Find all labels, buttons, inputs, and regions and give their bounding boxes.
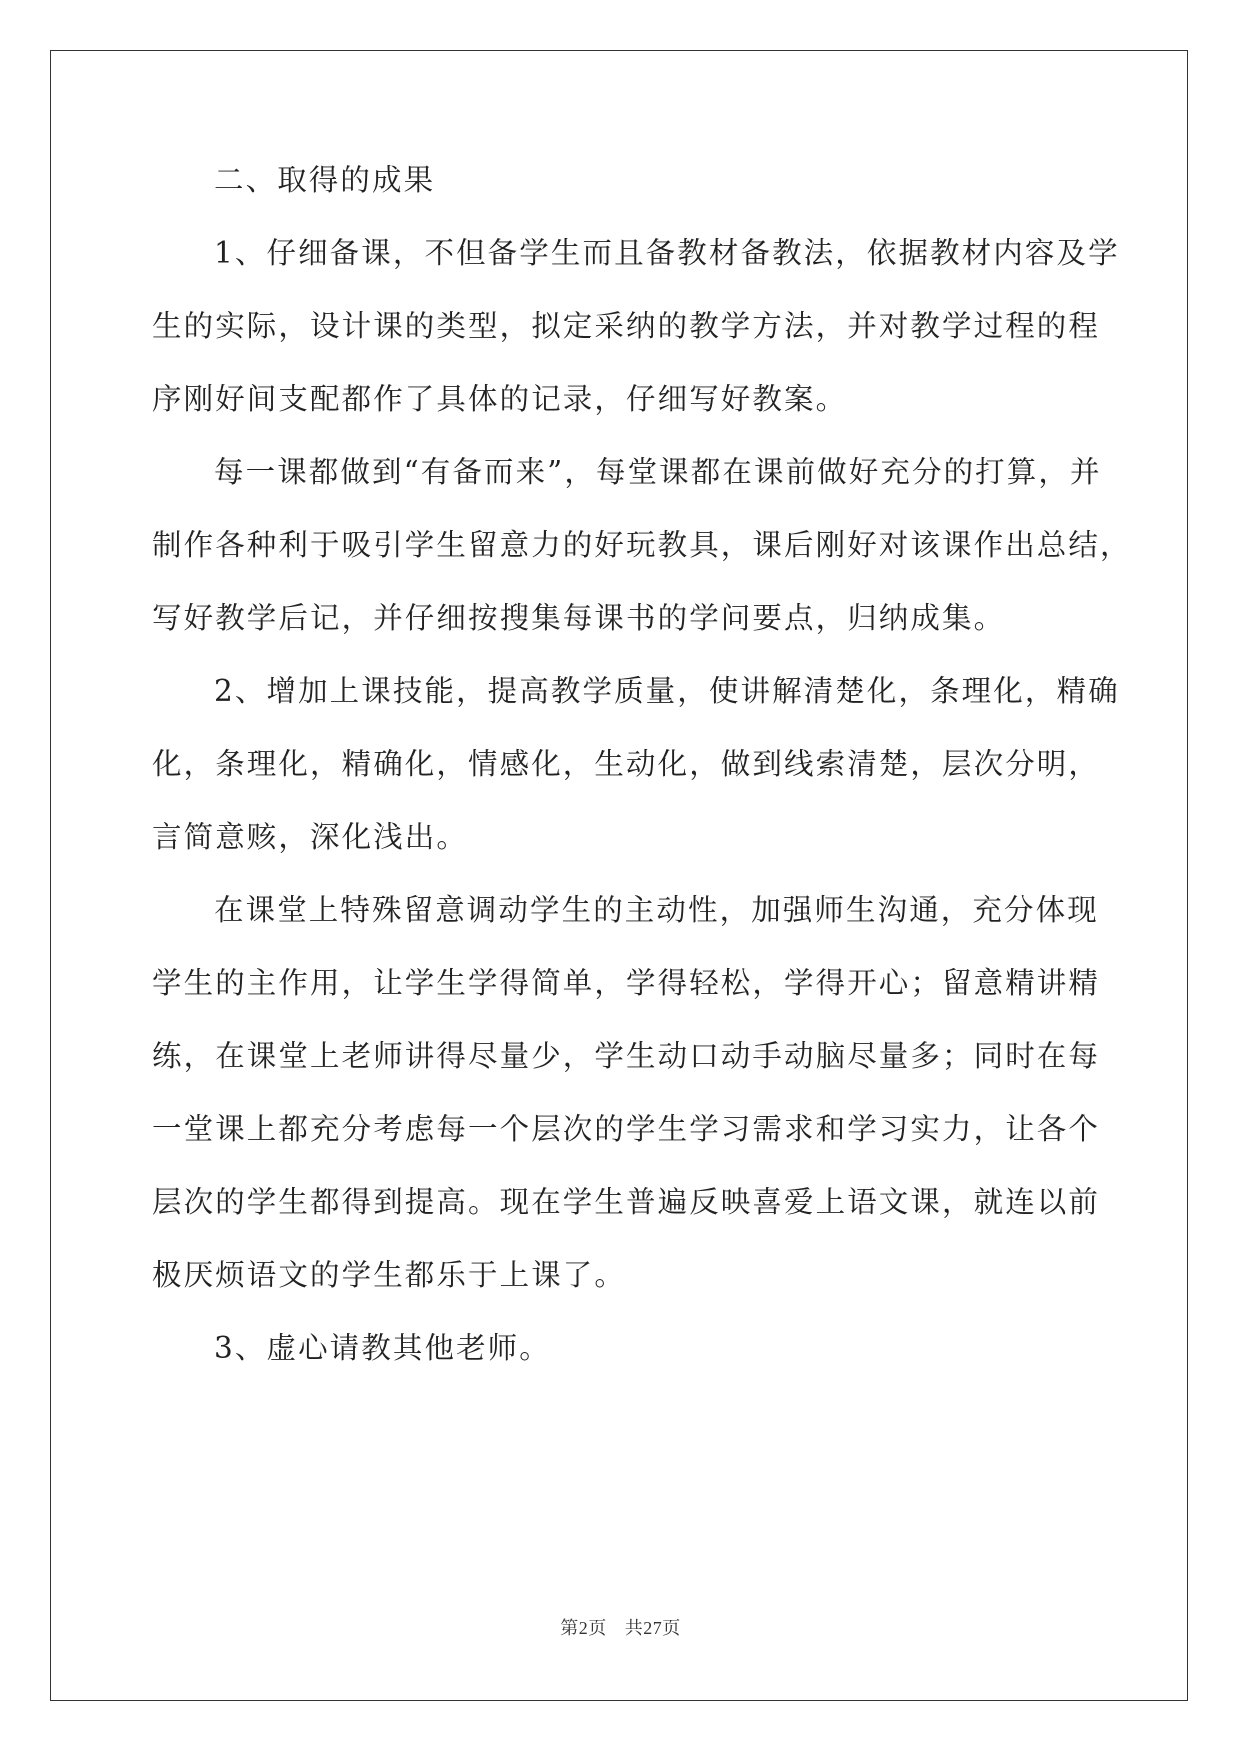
paragraph-line: 序刚好间支配都作了具体的记录，仔细写好教案。 xyxy=(152,382,848,416)
paragraph-line: 层次的学生都得到提高。现在学生普遍反映喜爱上语文课，就连以前 xyxy=(152,1185,1101,1219)
paragraph-line: 写好教学后记，并仔细按搜集每课书的学问要点，归纳成集。 xyxy=(152,601,1006,635)
paragraph-line: 2、增加上课技能，提高教学质量，使讲解清楚化，条理化，精确 xyxy=(214,674,1120,708)
page-number: 第2页 xyxy=(560,1618,607,1638)
paragraph-line: 3、虚心请教其他老师。 xyxy=(214,1331,551,1365)
paragraph-line: 言简意赅，深化浅出。 xyxy=(152,820,469,854)
paragraph-line: 每一课都做到“有备而来”，每堂课都在课前做好充分的打算，并 xyxy=(214,455,1102,489)
paragraph-line: 生的实际，设计课的类型，拟定采纳的教学方法，并对教学过程的程 xyxy=(152,309,1101,343)
paragraph-line: 练，在课堂上老师讲得尽量少，学生动口动手动脑尽量多；同时在每 xyxy=(152,1039,1101,1073)
paragraph-line: 1、仔细备课，不但备学生而且备教材备教法，依据教材内容及学 xyxy=(214,236,1120,270)
paragraph-line: 学生的主作用，让学生学得简单，学得轻松，学得开心；留意精讲精 xyxy=(152,966,1101,1000)
paragraph-line: 极厌烦语文的学生都乐于上课了。 xyxy=(152,1258,627,1292)
page-footer xyxy=(0,1614,1241,1640)
page-border xyxy=(50,50,1188,1701)
section-heading: 二、取得的成果 xyxy=(214,163,436,197)
paragraph-line: 化，条理化，精确化，情感化，生动化，做到线索清楚，层次分明， xyxy=(152,747,1101,781)
paragraph-line: 一堂课上都充分考虑每一个层次的学生学习需求和学习实力，让各个 xyxy=(152,1112,1101,1146)
page-total: 共27页 xyxy=(624,1618,681,1638)
paragraph-line: 制作各种利于吸引学生留意力的好玩教具，课后刚好对该课作出总结， xyxy=(152,528,1132,562)
paragraph-line: 在课堂上特殊留意调动学生的主动性，加强师生沟通，充分体现 xyxy=(214,893,1099,927)
